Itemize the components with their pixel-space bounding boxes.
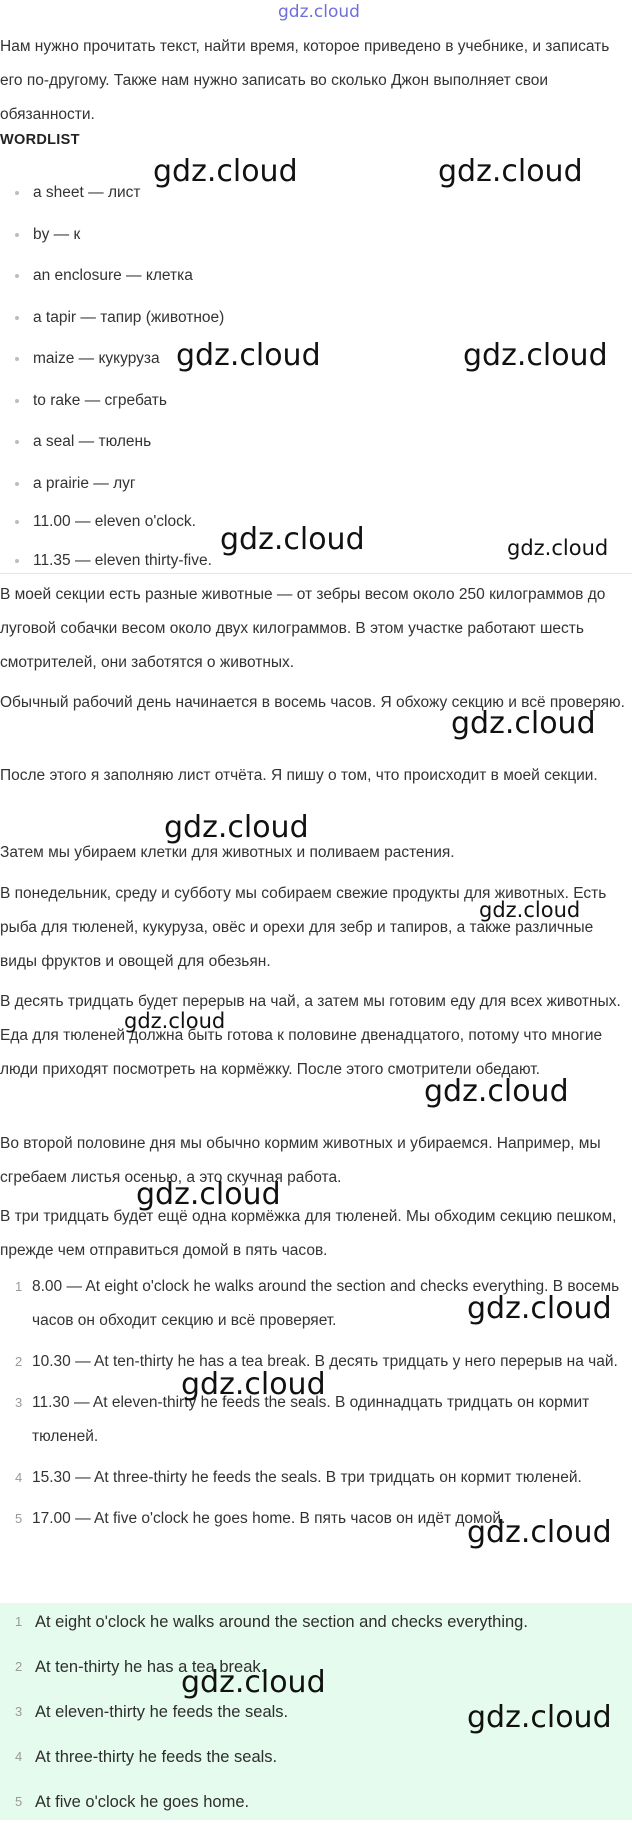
watermark: gdz.cloud	[467, 1515, 612, 1550]
wordlist-item: 11.35 — eleven thirty-five.	[0, 540, 632, 582]
story-paragraph: В понедельник, среду и субботу мы собираем свежие продукты для животных. Есть рыба для тюленей, кукуруза, овёс и орехи для зебр и тапиров, а также различные виды фруктов и овощей для обезьян.	[0, 885, 607, 970]
numbered-answer-item: 4 15.30 — At three-thirty he feeds the seals. В три тридцать он кормит тюленей.	[15, 1469, 582, 1486]
wordlist-item: a sheet — лист	[0, 172, 632, 214]
story-paragraph: Затем мы убираем клетки для животных и поливаем растения.	[0, 844, 455, 861]
wordlist	[0, 172, 632, 582]
watermark: gdz.cloud	[153, 154, 298, 189]
bullet-icon	[15, 482, 19, 486]
watermark: gdz.cloud	[181, 1665, 326, 1700]
wordlist-item: 11.00 — eleven o'clock.	[0, 504, 632, 540]
bullet-icon	[15, 233, 19, 237]
wordlist-item: an enclosure — клетка	[0, 255, 632, 297]
watermark: gdz.cloud	[181, 1367, 326, 1402]
watermark: gdz.cloud	[124, 1009, 226, 1033]
bullet-icon	[15, 559, 19, 563]
wordlist-item: by — к	[0, 214, 632, 256]
wordlist-heading: WORDLIST	[0, 132, 80, 148]
watermark: gdz.cloud	[176, 338, 321, 373]
numbered-answer-item: 5 17.00 — At five o'clock he goes home. В пять часов он идёт домой.	[15, 1510, 506, 1527]
divider	[0, 573, 632, 574]
bullet-icon	[15, 399, 19, 403]
watermark: gdz.cloud	[463, 338, 608, 373]
watermark: gdz.cloud	[479, 898, 581, 922]
final-answer-item: 2 At ten-thirty he has a tea break.	[15, 1658, 266, 1676]
story-paragraph: В десять тридцать будет перерыв на чай, а затем мы готовим еду для всех животных. Еда для тюленей должна быть готова к половине двенадцатого, потому что многие люди приходят посмотреть на кормёжку. После этого смотрители обедают.	[0, 993, 621, 1078]
bullet-icon	[15, 316, 19, 320]
story-paragraph: В три тридцать будет ещё одна кормёжка для тюленей. Мы обходим секцию пешком, прежде чем отправиться домой в пять часов.	[0, 1208, 617, 1259]
header-watermark: gdz.cloud	[278, 2, 360, 22]
final-answer-item: 5 At five o'clock he goes home.	[15, 1793, 250, 1811]
watermark: gdz.cloud	[424, 1074, 569, 1109]
watermark: gdz.cloud	[451, 706, 596, 741]
intro-text: Нам нужно прочитать текст, найти время, которое приведено в учебнике, и записать его по-другому. Также нам нужно записать во сколько Джон выполняет свои обязанности.	[0, 38, 610, 123]
final-answer-item: 1 At eight o'clock he walks around the section and checks everything.	[15, 1613, 528, 1631]
final-answer-item: 4 At three-thirty he feeds the seals.	[15, 1748, 278, 1766]
story-paragraph: В моей секции есть разные животные — от зебры весом около 250 килограммов до луговой собачки весом около двух килограммов. В этом участке работают шесть смотрителей, они заботятся о животных.	[0, 586, 606, 671]
wordlist-item: a seal — тюлень	[0, 421, 632, 463]
watermark: gdz.cloud	[220, 522, 365, 557]
watermark: gdz.cloud	[136, 1177, 281, 1212]
bullet-icon	[15, 357, 19, 361]
watermark: gdz.cloud	[507, 536, 609, 560]
watermark: gdz.cloud	[438, 154, 583, 189]
bullet-icon	[15, 191, 19, 195]
final-answer-item: 3 At eleven-thirty he feeds the seals.	[15, 1703, 289, 1721]
story-paragraph: Обычный рабочий день начинается в восемь часов. Я обхожу секцию и всё проверяю.	[0, 694, 625, 711]
bullet-icon	[15, 520, 19, 524]
bullet-icon	[15, 274, 19, 278]
watermark: gdz.cloud	[467, 1291, 612, 1326]
watermark: gdz.cloud	[467, 1700, 612, 1735]
watermark: gdz.cloud	[164, 810, 309, 845]
wordlist-item: a prairie — луг	[0, 463, 632, 505]
story-paragraph: Во второй половине дня мы обычно кормим животных и убираемся. Например, мы сгребаем листья осенью, а это скучная работа.	[0, 1135, 601, 1186]
numbered-answer-item: 1 8.00 — At eight o'clock he walks around the section and checks everything. В восемь часов он обходит секцию и всё проверяет.	[15, 1278, 620, 1329]
numbered-answer-item: 2 10.30 — At ten-thirty he has a tea break. В десять тридцать у него перерыв на чай.	[15, 1353, 618, 1370]
bullet-icon	[15, 440, 19, 444]
wordlist-item: maize — кукуруза	[0, 338, 632, 380]
wordlist-item: to rake — сгребать	[0, 380, 632, 422]
wordlist-item: a tapir — тапир (животное)	[0, 297, 632, 339]
story-paragraph: После этого я заполняю лист отчёта. Я пишу о том, что происходит в моей секции.	[0, 767, 598, 784]
numbered-answer-item: 3 11.30 — At eleven-thirty he feeds the seals. В одиннадцать тридцать он кормит тюленей.	[15, 1394, 590, 1445]
